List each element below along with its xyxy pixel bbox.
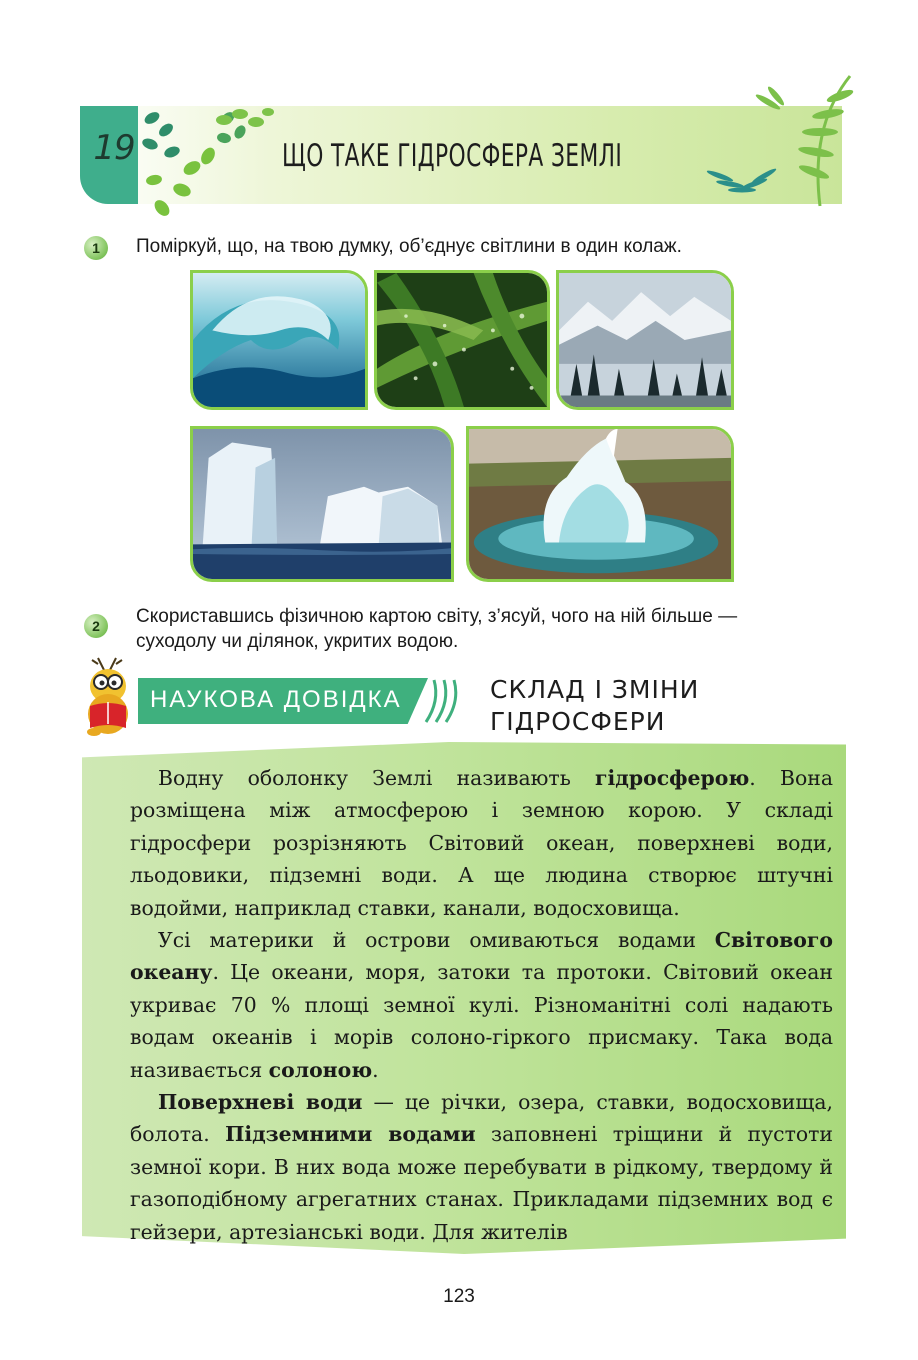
task-text-2-line-1: Скориставшись фізичною картою світу, з’ясуй, чого на ній більше — [136,606,738,627]
photo-ocean-wave [190,270,368,410]
page-number: 123 [443,1286,475,1307]
ribbon-stripes-icon [420,678,460,724]
term-salty: солоною [268,1057,373,1082]
bookworm-mascot-icon [74,656,146,738]
sprig-icon [214,100,274,140]
task-text-2-line-2: суходолу чи ділянок, укритих водою. [136,631,459,652]
info-text [130,762,833,1248]
fern-icon [700,66,860,216]
reference-topic-line-1: СКЛАД І ЗМІНИ [490,675,700,704]
reference-topic-line-2: ГІДРОСФЕРИ [490,707,666,736]
term-groundwater: Підземними водами [225,1122,476,1147]
term-world-ocean: Світового океану [130,928,833,985]
info-paragraph-2: Усі материки й острови омиваються водами Світового океану. Це океани, моря, затоки та протоки. Світовий океан укриває 70 % площі земної кулі. Різноманітні солі надають водам океанів і морів солоно-гіркого присмаку. Така вода називається солоною. [130,928,833,1082]
term-hydrosphere: гідросферою [595,766,750,790]
info-paragraph-1: Водну оболонку Землі називають гідросферою. Вона розміщена між атмосферою і земною корою. У складі гідросфери розрізняють Світовий океан, поверхневі води, льодовики, підземні води. А ще людина створює штучні водойми, наприклад ставки, канали, водосховища. [130,766,833,920]
lesson-number: 19 [93,128,135,168]
task-number-1: 1 [84,236,108,260]
term-surface-waters: Поверхневі води [158,1090,363,1115]
task-number-2: 2 [84,614,108,638]
photo-iceberg [190,426,454,582]
task-text-1: Поміркуй, що, на твою думку, об’єднує світлини в один колаж. [136,236,682,257]
reference-topic [490,674,699,738]
lesson-title: ЩО ТАКЕ ГІДРОСФЕРА ЗЕМЛІ [282,138,623,174]
photo-dewy-grass [374,270,550,410]
info-paragraph-3: Поверхневі води — це річки, озера, ставки, водосховища, болота. Підземними водами заповнені тріщини й пустоти земної кори. В них вода може перебувати в рідкому, твердому й газоподібному агрегатних станах. Прикладами підземних вод є гейзери, артезіанські води. Для жителів [130,1090,833,1244]
photo-geyser [466,426,734,582]
reference-label: НАУКОВА ДОВІДКА [150,686,402,713]
photo-snowy-mountains [556,270,734,410]
